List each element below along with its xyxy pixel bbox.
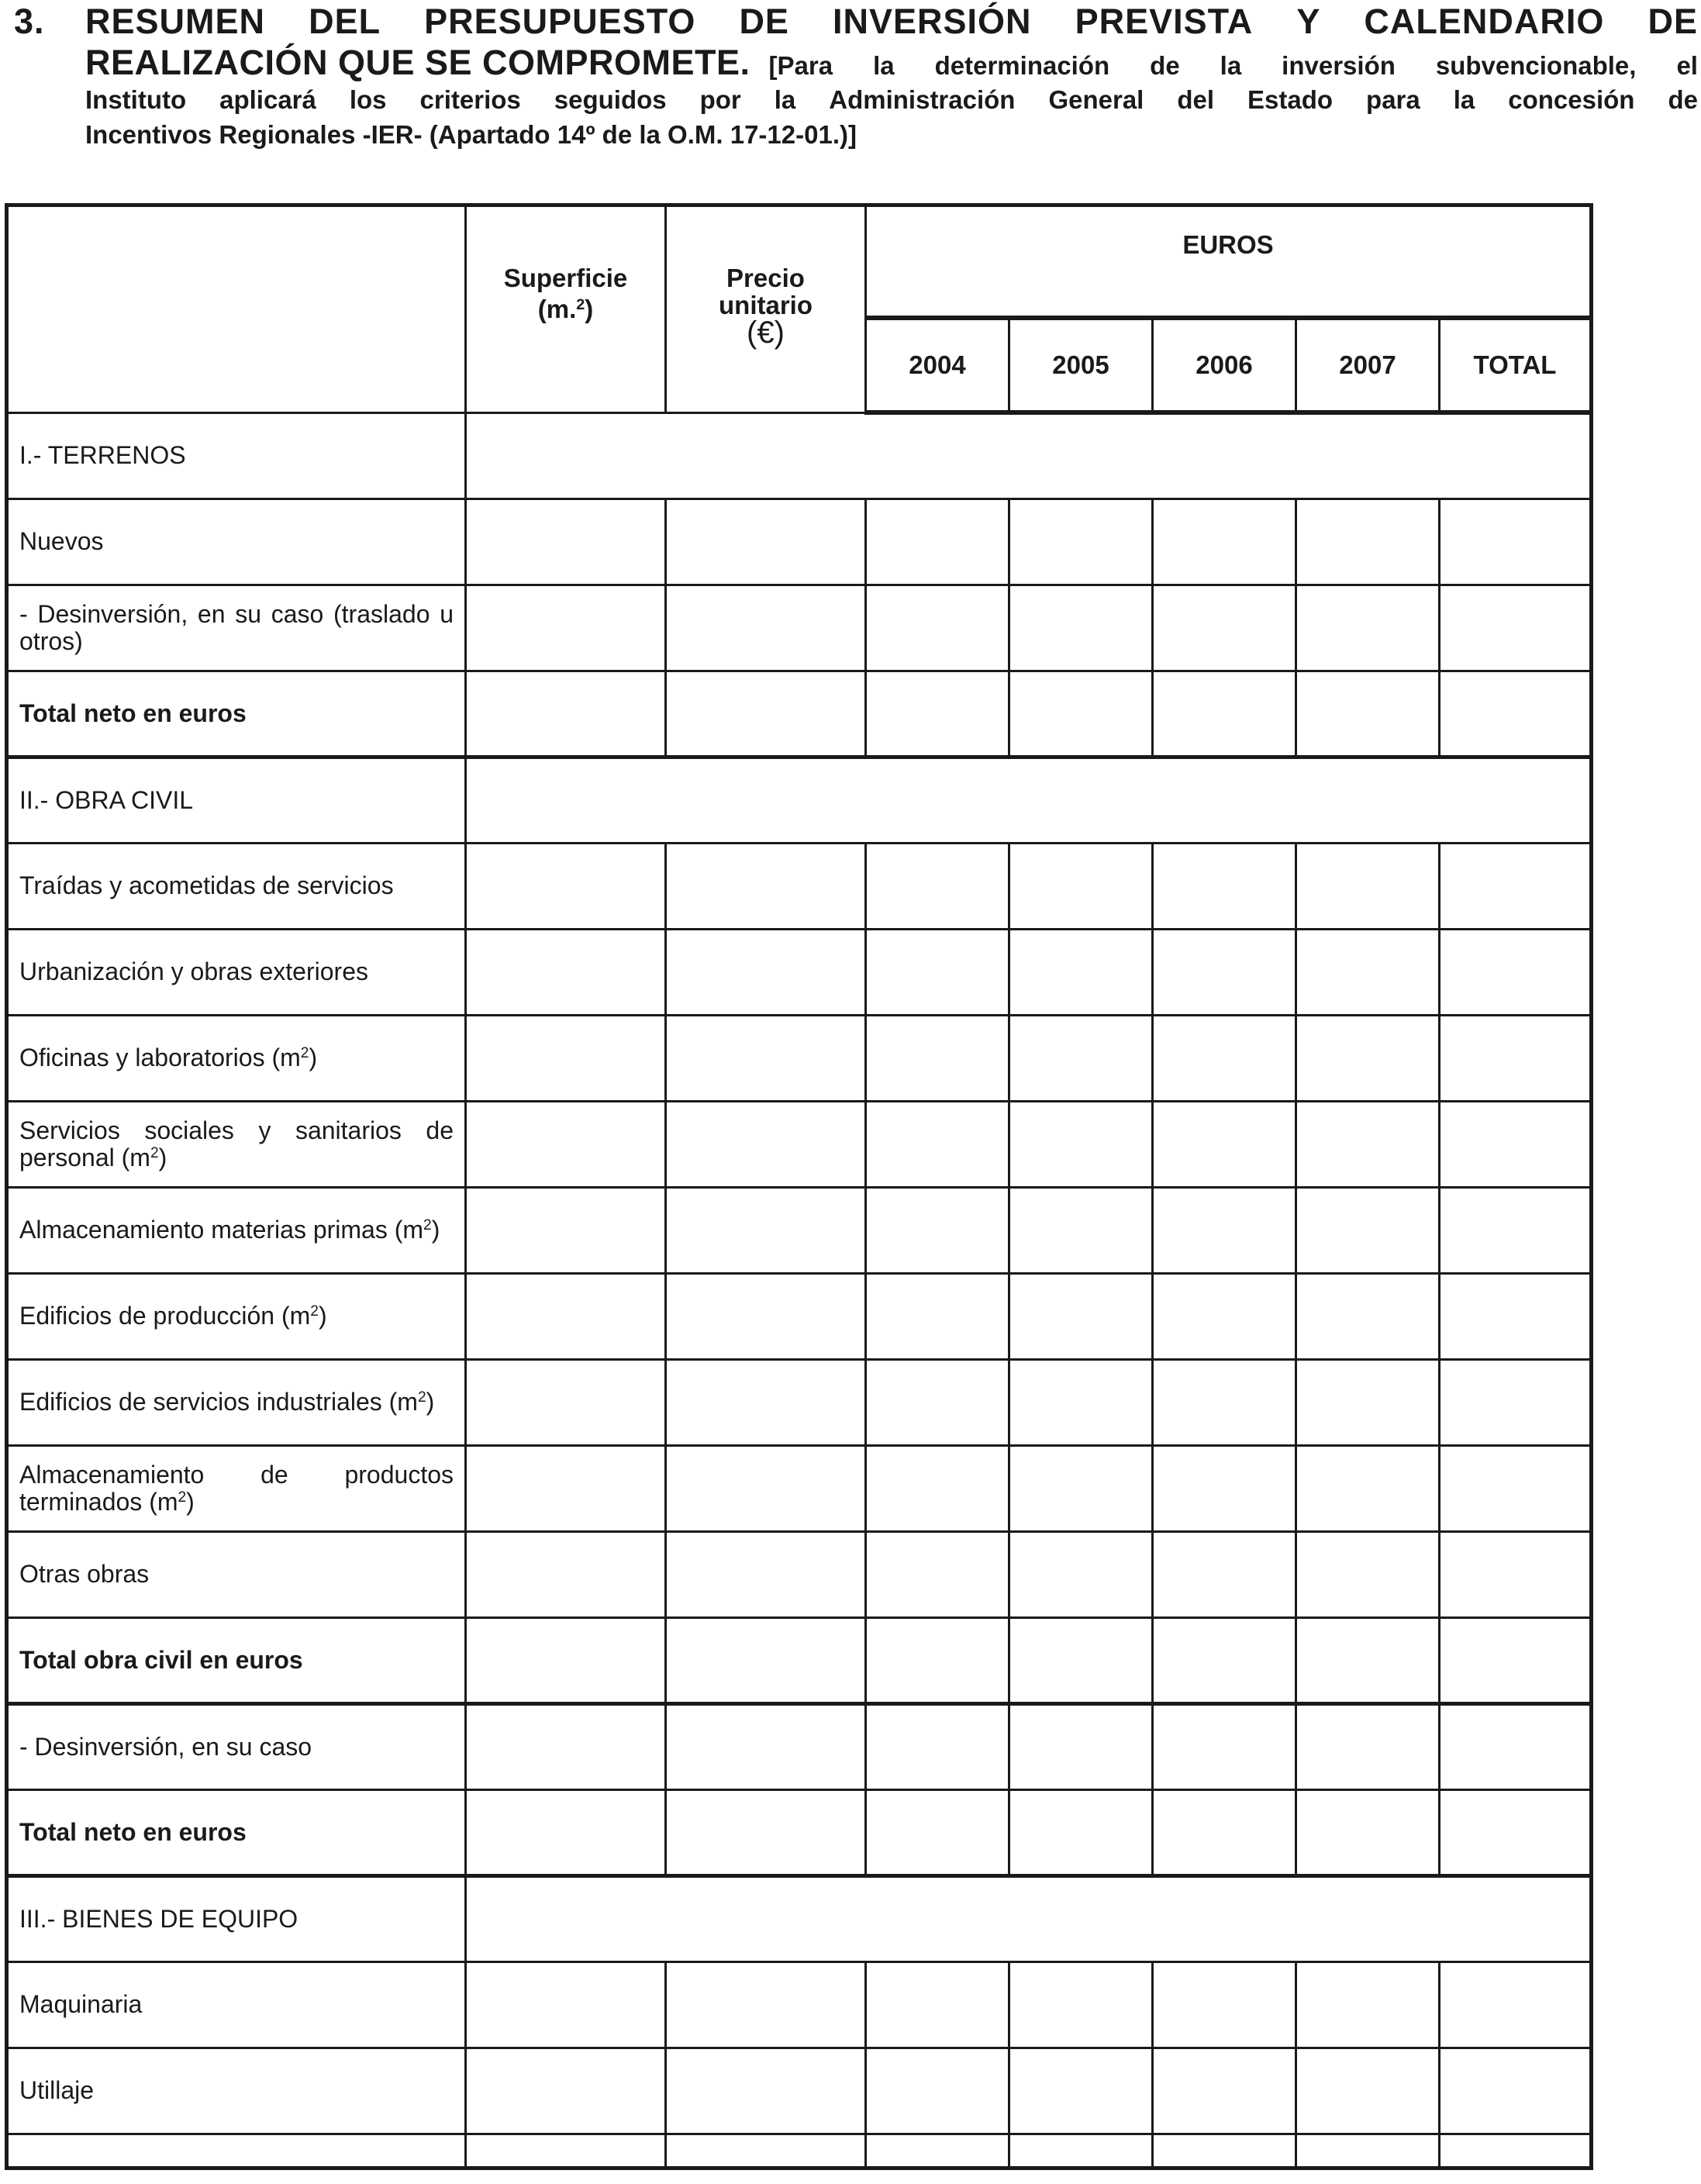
unit-text: (m.	[537, 294, 577, 323]
entry-cell[interactable]	[1153, 1359, 1296, 1445]
table-row-urbanizacion	[7, 929, 1592, 1015]
section-heading	[14, 0, 1698, 152]
entry-cell[interactable]	[866, 1445, 1009, 1531]
note-word: de	[1668, 85, 1698, 114]
row-label	[7, 1445, 466, 1531]
entry-cell[interactable]	[866, 1961, 1009, 2048]
table-row-almacenamiento-materias	[7, 1187, 1592, 1273]
entry-cell[interactable]	[1440, 2048, 1592, 2134]
entry-cell[interactable]	[1440, 1703, 1592, 1789]
row-label	[7, 1015, 466, 1101]
unit-superscript: 2	[300, 1045, 309, 1062]
table-row-total-neto	[7, 671, 1592, 757]
entry-cell[interactable]	[866, 2048, 1009, 2134]
header-blank-cell	[7, 205, 466, 413]
entry-cell[interactable]	[666, 1273, 866, 1359]
entry-cell[interactable]	[1153, 2048, 1296, 2134]
entry-cell[interactable]	[1296, 585, 1440, 671]
header-superficie-unit	[467, 294, 664, 325]
note-word: para	[1366, 85, 1420, 114]
header-superficie-label: Superficie	[503, 263, 628, 292]
table-row-otras-obras	[7, 1531, 1592, 1617]
entry-cell[interactable]	[1153, 1961, 1296, 2048]
section-empty-span	[466, 412, 1592, 499]
entry-cell[interactable]	[466, 929, 666, 1015]
entry-cell[interactable]	[1153, 1015, 1296, 1101]
entry-cell[interactable]	[866, 671, 1009, 757]
entry-cell[interactable]	[1440, 1789, 1592, 1875]
entry-cell[interactable]	[866, 843, 1009, 929]
entry-cell[interactable]	[1296, 1617, 1440, 1703]
header-precio-label: Precio	[726, 263, 805, 292]
entry-cell[interactable]	[866, 1789, 1009, 1875]
entry-cell[interactable]	[1153, 1531, 1296, 1617]
entry-cell[interactable]	[1009, 2048, 1153, 2134]
table-row-nuevos	[7, 499, 1592, 585]
entry-cell[interactable]	[666, 843, 866, 929]
header-year-2005: 2005	[1009, 318, 1153, 412]
section-row-bienes-equipo	[7, 1875, 1592, 1961]
note-word: por	[699, 85, 741, 114]
entry-cell[interactable]	[666, 1531, 866, 1617]
entry-cell[interactable]	[866, 1359, 1009, 1445]
note-word: Estado	[1247, 85, 1334, 114]
row-label: Traídas y acometidas de servicios	[7, 843, 466, 929]
entry-cell[interactable]	[666, 1187, 866, 1273]
entry-cell[interactable]	[1296, 1359, 1440, 1445]
entry-cell[interactable]	[866, 2134, 1009, 2168]
note-word: Instituto	[85, 85, 187, 114]
table-row-traidas	[7, 843, 1592, 929]
entry-cell[interactable]	[1296, 1101, 1440, 1187]
entry-cell[interactable]	[1296, 1789, 1440, 1875]
entry-cell[interactable]	[1440, 1531, 1592, 1617]
entry-cell[interactable]	[466, 2134, 666, 2168]
entry-cell[interactable]	[1153, 1187, 1296, 1273]
note-word: concesión	[1508, 85, 1635, 114]
note-word: criterios	[419, 85, 521, 114]
entry-cell[interactable]	[1153, 585, 1296, 671]
row-label: Maquinaria	[7, 1961, 466, 2048]
note-word: determinación	[934, 51, 1110, 80]
header-year-2006: 2006	[1153, 318, 1296, 412]
note-word: la	[873, 51, 895, 80]
entry-cell[interactable]	[1296, 2134, 1440, 2168]
label-text: Servicios sociales y sanitarios de personal (m	[19, 1116, 454, 1171]
row-label: Utillaje	[7, 2048, 466, 2134]
note-word: el	[1676, 51, 1698, 80]
entry-cell[interactable]	[1440, 1101, 1592, 1187]
note-word: subvencionable,	[1435, 51, 1637, 80]
table-header-row	[7, 205, 1592, 319]
header-precio-unit: (€)	[747, 315, 785, 350]
entry-cell[interactable]	[1296, 843, 1440, 929]
row-label: Total obra civil en euros	[7, 1617, 466, 1703]
entry-cell[interactable]	[1009, 1445, 1153, 1531]
entry-cell[interactable]	[866, 1015, 1009, 1101]
header-unitario-label: unitario	[719, 290, 813, 319]
entry-cell[interactable]	[1440, 585, 1592, 671]
entry-cell[interactable]	[1296, 1445, 1440, 1531]
entry-cell[interactable]	[1296, 2048, 1440, 2134]
entry-cell	[7, 2134, 466, 2168]
label-text: Edificios de servicios industriales (m	[19, 1388, 418, 1416]
heading-word: DE	[1648, 2, 1698, 41]
unit-superscript: 2	[310, 1303, 319, 1320]
unit-superscript: 2	[178, 1489, 187, 1506]
entry-cell[interactable]	[1153, 671, 1296, 757]
entry-cell[interactable]	[1296, 1015, 1440, 1101]
unit-superscript: 2	[423, 1217, 432, 1234]
section-row-terrenos	[7, 412, 1592, 499]
entry-cell[interactable]	[466, 1101, 666, 1187]
entry-cell[interactable]	[1296, 929, 1440, 1015]
entry-cell[interactable]	[866, 1531, 1009, 1617]
entry-cell[interactable]	[466, 585, 666, 671]
row-label: Otras obras	[7, 1531, 466, 1617]
entry-cell[interactable]	[1153, 1273, 1296, 1359]
note-word: la	[1453, 85, 1475, 114]
note-word: de	[1150, 51, 1180, 80]
entry-cell[interactable]	[1440, 843, 1592, 929]
table-row-desinversion	[7, 1703, 1592, 1789]
entry-cell[interactable]	[666, 929, 866, 1015]
entry-cell[interactable]	[1009, 1101, 1153, 1187]
row-label: Urbanización y obras exteriores	[7, 929, 466, 1015]
row-label: Nuevos	[7, 499, 466, 585]
table-row-edificios-produccion	[7, 1273, 1592, 1359]
table-row-servicios-sociales	[7, 1101, 1592, 1187]
heading-line-1	[14, 0, 1698, 43]
entry-cell[interactable]	[1440, 499, 1592, 585]
label-text: Edificios de producción (m	[19, 1302, 311, 1330]
row-label: III.- BIENES DE EQUIPO	[7, 1875, 466, 1961]
entry-cell[interactable]	[1153, 1703, 1296, 1789]
entry-cell[interactable]	[1009, 1015, 1153, 1101]
section-row-obra-civil	[7, 757, 1592, 843]
unit-superscript: 2	[417, 1389, 426, 1406]
entry-cell[interactable]	[1440, 1961, 1592, 2048]
entry-cell[interactable]	[666, 499, 866, 585]
row-label: - Desinversión, en su caso (traslado u otros)	[7, 585, 466, 671]
entry-cell[interactable]	[466, 2048, 666, 2134]
entry-cell[interactable]	[1153, 499, 1296, 585]
note-word: [Para	[768, 51, 833, 80]
section-empty-span	[466, 1875, 1592, 1961]
entry-cell[interactable]	[1153, 1101, 1296, 1187]
entry-cell[interactable]	[1296, 1703, 1440, 1789]
row-label: Total neto en euros	[7, 671, 466, 757]
heading-word: RESUMEN	[85, 2, 266, 41]
entry-cell[interactable]	[1009, 929, 1153, 1015]
label-text: Oficinas y laboratorios (m	[19, 1044, 301, 1071]
entry-cell[interactable]	[1009, 671, 1153, 757]
entry-cell[interactable]	[466, 1015, 666, 1101]
entry-cell[interactable]	[1440, 2134, 1592, 2168]
entry-cell[interactable]	[1153, 843, 1296, 929]
entry-cell[interactable]	[1296, 1531, 1440, 1617]
table-row-total-obra-civil	[7, 1617, 1592, 1703]
table-row-oficinas	[7, 1015, 1592, 1101]
table-row-almacenamiento-productos	[7, 1445, 1592, 1531]
entry-cell[interactable]	[666, 1015, 866, 1101]
heading-word: PREVISTA	[1075, 2, 1254, 41]
entry-cell[interactable]	[466, 499, 666, 585]
entry-cell[interactable]	[666, 1359, 866, 1445]
entry-cell[interactable]	[466, 1703, 666, 1789]
label-text: )	[309, 1044, 318, 1071]
entry-cell[interactable]	[1009, 1273, 1153, 1359]
heading-word: INVERSIÓN	[833, 2, 1032, 41]
heading-line-2	[14, 43, 1698, 82]
row-label	[7, 1273, 466, 1359]
heading-title-continued: REALIZACIÓN QUE SE COMPROMETE.	[85, 43, 750, 82]
entry-cell[interactable]	[1009, 1703, 1153, 1789]
entry-cell[interactable]	[466, 1617, 666, 1703]
heading-word: Y	[1296, 2, 1321, 41]
entry-cell[interactable]	[1153, 1617, 1296, 1703]
entry-cell[interactable]	[1296, 1961, 1440, 2048]
row-label: - Desinversión, en su caso	[7, 1703, 466, 1789]
entry-cell[interactable]	[466, 1359, 666, 1445]
note-word: General	[1048, 85, 1144, 114]
entry-cell[interactable]	[866, 929, 1009, 1015]
entry-cell[interactable]	[1296, 671, 1440, 757]
entry-cell[interactable]	[466, 1445, 666, 1531]
entry-cell[interactable]	[866, 499, 1009, 585]
unit-superscript: 2	[576, 295, 585, 313]
entry-cell[interactable]	[666, 2134, 866, 2168]
label-text: Almacenamiento de productos terminados (m	[19, 1460, 454, 1516]
entry-cell[interactable]	[466, 1273, 666, 1359]
entry-cell[interactable]	[866, 1273, 1009, 1359]
entry-cell[interactable]	[1153, 929, 1296, 1015]
header-year-2007: 2007	[1296, 318, 1440, 412]
entry-cell[interactable]	[1440, 929, 1592, 1015]
row-label: Total neto en euros	[7, 1789, 466, 1875]
entry-cell[interactable]	[1440, 1617, 1592, 1703]
table-row-total-neto-2	[7, 1789, 1592, 1875]
entry-cell[interactable]	[466, 1961, 666, 2048]
note-word: Administración	[829, 85, 1016, 114]
table-row-maquinaria	[7, 1961, 1592, 2048]
heading-word: PRESUPUESTO	[424, 2, 696, 41]
note-word: la	[774, 85, 796, 114]
heading-number: 3.	[14, 2, 45, 41]
entry-cell[interactable]	[1009, 843, 1153, 929]
row-label	[7, 1359, 466, 1445]
label-text: )	[158, 1143, 167, 1171]
entry-cell[interactable]	[1440, 671, 1592, 757]
header-total: TOTAL	[1440, 318, 1592, 412]
note-word: del	[1177, 85, 1215, 114]
entry-cell[interactable]	[1440, 1445, 1592, 1531]
row-label: II.- OBRA CIVIL	[7, 757, 466, 843]
entry-cell[interactable]	[1153, 2134, 1296, 2168]
heading-word: DEL	[309, 2, 381, 41]
note-word: aplicará	[219, 85, 316, 114]
table-row-utillaje	[7, 2048, 1592, 2134]
entry-cell[interactable]	[1009, 2134, 1153, 2168]
row-label: I.- TERRENOS	[7, 412, 466, 499]
label-text: )	[426, 1388, 435, 1416]
section-empty-span	[466, 757, 1592, 843]
entry-cell[interactable]	[666, 2048, 866, 2134]
entry-cell[interactable]	[1009, 499, 1153, 585]
entry-cell[interactable]	[1009, 1961, 1153, 2048]
entry-cell[interactable]	[666, 1445, 866, 1531]
entry-cell[interactable]	[1153, 1789, 1296, 1875]
entry-cell[interactable]	[1009, 1531, 1153, 1617]
entry-cell[interactable]	[666, 1961, 866, 2048]
entry-cell[interactable]	[666, 1703, 866, 1789]
unit-superscript: 2	[150, 1144, 159, 1161]
note-word: la	[1220, 51, 1242, 80]
entry-cell[interactable]	[1009, 585, 1153, 671]
entry-cell[interactable]	[1009, 1789, 1153, 1875]
note-word: seguidos	[554, 85, 667, 114]
entry-cell[interactable]	[666, 1101, 866, 1187]
header-superficie	[466, 205, 666, 413]
entry-cell[interactable]	[466, 1187, 666, 1273]
table-row-cut-off	[7, 2134, 1592, 2168]
row-label	[7, 1187, 466, 1273]
heading-word: DE	[739, 2, 789, 41]
label-text: )	[431, 1216, 440, 1244]
heading-word: CALENDARIO	[1364, 2, 1605, 41]
entry-cell[interactable]	[466, 843, 666, 929]
entry-cell[interactable]	[1440, 1273, 1592, 1359]
table-row-edificios-servicios	[7, 1359, 1592, 1445]
entry-cell[interactable]	[1440, 1015, 1592, 1101]
entry-cell[interactable]	[866, 1101, 1009, 1187]
investment-budget-table	[5, 203, 1593, 2170]
entry-cell[interactable]	[666, 671, 866, 757]
entry-cell[interactable]	[1153, 1445, 1296, 1531]
entry-cell[interactable]	[866, 585, 1009, 671]
entry-cell[interactable]	[466, 1531, 666, 1617]
entry-cell[interactable]	[1296, 499, 1440, 585]
entry-cell[interactable]	[866, 1703, 1009, 1789]
label-text: )	[186, 1487, 195, 1516]
table-row-desinversion-traslado	[7, 585, 1592, 671]
entry-cell[interactable]	[1296, 1187, 1440, 1273]
entry-cell[interactable]	[666, 1789, 866, 1875]
note-word: inversión	[1282, 51, 1396, 80]
entry-cell[interactable]	[866, 1617, 1009, 1703]
unit-text: )	[585, 294, 594, 323]
header-euros: EUROS	[866, 205, 1592, 319]
entry-cell[interactable]	[1009, 1187, 1153, 1273]
row-label	[7, 1101, 466, 1187]
entry-cell[interactable]	[666, 1617, 866, 1703]
heading-line-4: Incentivos Regionales -IER- (Apartado 14º de la O.M. 17-12-01.)]	[85, 120, 857, 149]
label-text: )	[318, 1302, 327, 1330]
entry-cell[interactable]	[1296, 1273, 1440, 1359]
entry-cell[interactable]	[466, 1789, 666, 1875]
entry-cell[interactable]	[1009, 1617, 1153, 1703]
entry-cell[interactable]	[666, 585, 866, 671]
entry-cell[interactable]	[866, 1187, 1009, 1273]
note-word: los	[349, 85, 387, 114]
entry-cell[interactable]	[1440, 1187, 1592, 1273]
heading-line-3	[14, 82, 1698, 117]
entry-cell[interactable]	[1009, 1359, 1153, 1445]
heading-title-words	[85, 0, 1698, 43]
entry-cell[interactable]	[466, 671, 666, 757]
heading-note-start	[769, 47, 1698, 85]
header-precio-unitario	[666, 205, 866, 413]
label-text: Almacenamiento materias primas (m	[19, 1216, 424, 1244]
entry-cell[interactable]	[1440, 1359, 1592, 1445]
header-year-2004: 2004	[866, 318, 1009, 412]
